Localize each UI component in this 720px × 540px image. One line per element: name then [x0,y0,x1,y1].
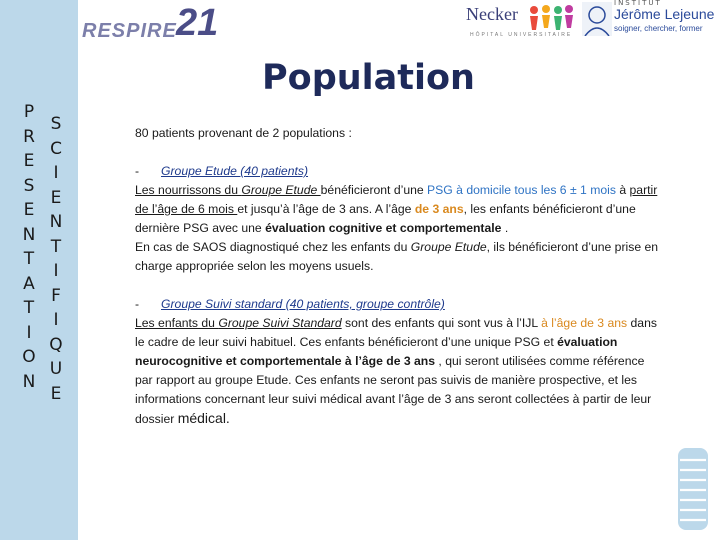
sidebar-letter: S [23,175,35,196]
sidebar-letter: T [50,236,62,257]
vertical-word-presentation [20,100,38,394]
group1-heading-line: - Groupe Etude (40 patients) [135,164,309,178]
intro-text: 80 patients provenant de 2 populations : [135,126,352,140]
respire-number: 21 [176,2,219,44]
sidebar-letter: N [22,371,36,392]
lejeune-institute: INSTITUT [614,0,662,7]
group2-paragraph: Les enfants du Groupe Suivi Standard sont des enfants qui sont vus à l’IJL à l’âge de 3 ans dans le cadre de leur suivi habituel. Ces enfants bénéficieront d’une unique PSG et évaluation neurocognitive et comportementale à l’âge de 3 ans , qui seront utilisées comme référence par rapport au groupe Etude. Ces enfants ne seront pas suivis de manière prospective, et les informations concernant leur suivi médical avant l’âge de 3 ans seront collectées à partir de leur dossier médical. [135,316,657,426]
sidebar-letter: T [23,249,35,269]
sidebar-letter: A [23,273,35,294]
respire-brand: RESPIRE [82,20,177,42]
sidebar-letter: F [51,285,61,306]
sidebar [0,0,78,540]
page-title: Population [262,58,475,98]
sidebar-letter: O [22,347,36,367]
sidebar-letter: R [23,126,35,147]
lejeune-tagline: soigner, chercher, former [614,24,703,33]
sidebar-letter: I [53,310,59,330]
portrait-icon [582,2,612,36]
sidebar-letter: E [50,383,62,404]
sidebar-letter: I [53,261,59,281]
necker-subtitle: HÔPITAL UNIVERSITAIRE [470,32,573,38]
sidebar-letter: S [50,114,62,134]
lejeune-logo [580,0,720,40]
vertical-word-scientifique [47,112,65,406]
group1-paragraph: Les nourrissons du Groupe Etude bénéficieront d’une PSG à domicile tous les 6 ± 1 mois à partir de l’âge de 6 mois et jusqu’à l’âge de 3 ans. A l’âge de 3 ans, les enfants bénéficieront d’une dernière PSG avec une évaluation cognitive et comportementale . [135,183,658,235]
sidebar-letter: I [53,163,59,183]
sidebar-letter: N [49,212,63,232]
sidebar-letter: T [23,298,35,318]
group2-heading-line: - Groupe Suivi standard (40 patients, groupe contrôle) [135,297,445,311]
group2-heading: Groupe Suivi standard (40 patients, groupe contrôle) [161,297,445,311]
group1-saos-paragraph: En cas de SAOS diagnostiqué chez les enfants du Groupe Etude, ils bénéficieront d’une prise en charge appropriée selon les moyens usuels. [135,240,659,273]
respire21-logo [80,0,220,48]
lejeune-name: Jérôme Lejeune [614,6,715,22]
pill-stack-icon [678,448,708,530]
sidebar-letter: P [23,102,35,122]
sidebar-letter: U [49,359,63,379]
sidebar-letter: N [22,224,36,245]
sidebar-letter: E [50,187,62,208]
group1-heading: Groupe Etude (40 patients) [161,164,309,178]
sidebar-letter: I [26,322,32,343]
children-figures-icon [528,4,574,32]
sidebar-letter: E [23,200,35,220]
necker-name: Necker [466,4,518,24]
content-body [135,124,660,429]
sidebar-letter: Q [49,334,63,355]
sidebar-letter: E [23,151,35,171]
sidebar-letter: C [50,138,62,159]
necker-logo [466,2,574,38]
